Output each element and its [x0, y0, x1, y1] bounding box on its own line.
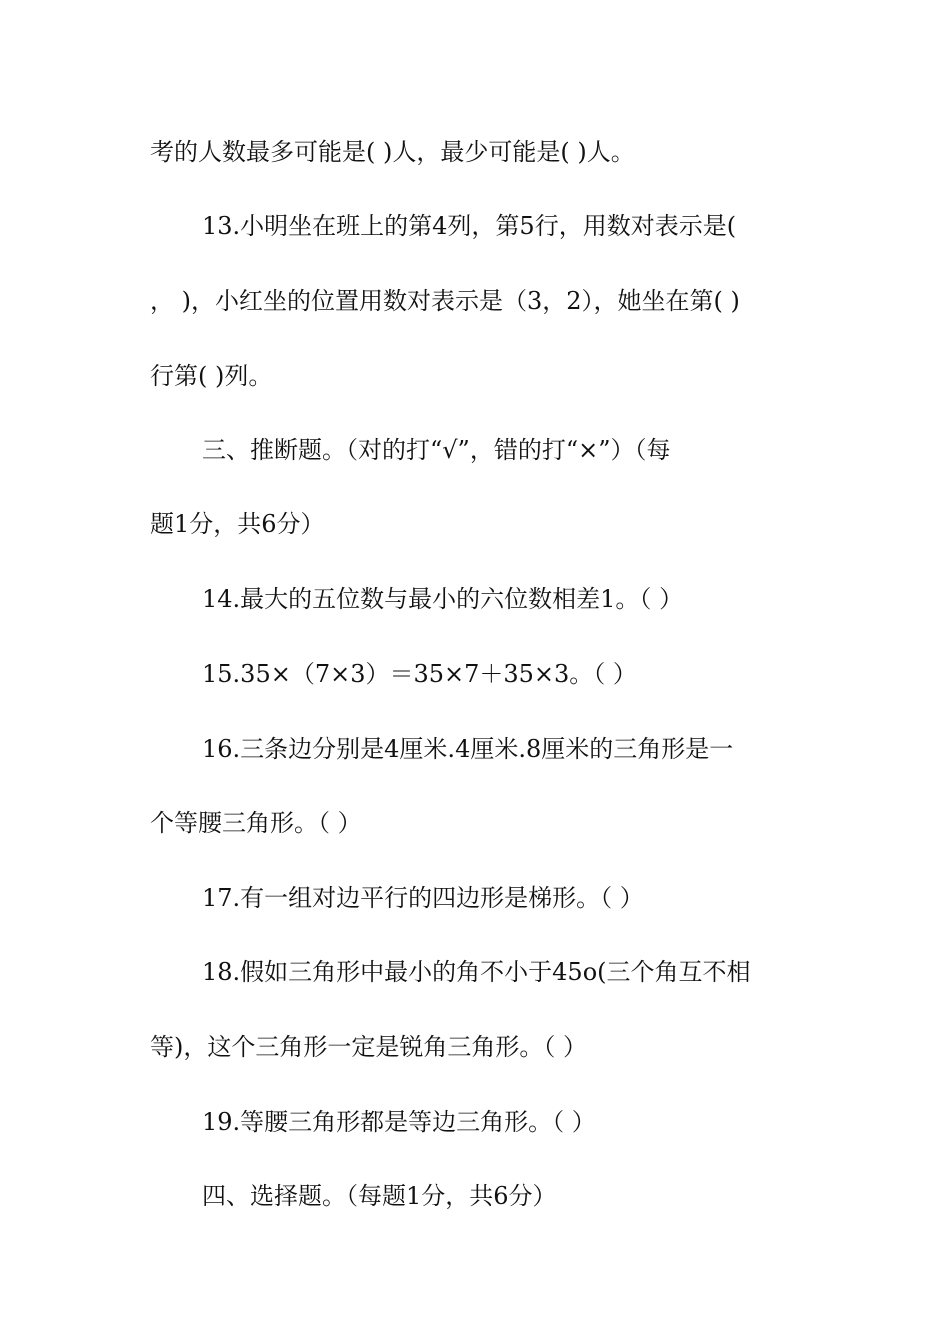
section-3-heading-line-1: 三、推断题。（对的打“√”，错的打“×”）（每	[202, 436, 671, 464]
question-13-line-3: 行第( )列。	[150, 362, 273, 390]
question-16-line-1: 16.三条边分别是4厘米.4厘米.8厘米的三角形是一	[202, 735, 734, 763]
question-16-line-2: 个等腰三角形。（ ）	[150, 809, 362, 837]
question-18-line-2: 等)，这个三角形一定是锐角三角形。（ ）	[150, 1033, 587, 1061]
question-17: 17.有一组对边平行的四边形是梯形。（ ）	[202, 884, 644, 912]
question-12-continuation: 考的人数最多可能是( )人，最少可能是( )人。	[150, 138, 635, 166]
question-13-line-1: 13.小明坐在班上的第4列，第5行，用数对表示是(	[202, 212, 737, 240]
question-15: 15.35×（7×3）＝35×7＋35×3。（ ）	[202, 660, 637, 688]
question-19: 19.等腰三角形都是等边三角形。（ ）	[202, 1108, 596, 1136]
section-4-heading: 四、选择题。（每题1分，共6分）	[202, 1182, 557, 1210]
question-13-line-2: ， )，小红坐的位置用数对表示是（3，2），她坐在第( )	[150, 287, 740, 315]
question-18-line-1: 18.假如三角形中最小的角不小于45o(三个角互不相	[202, 958, 751, 986]
section-3-heading-line-2: 题1分，共6分）	[150, 510, 325, 538]
question-14: 14.最大的五位数与最小的六位数相差1。（ ）	[202, 585, 684, 613]
